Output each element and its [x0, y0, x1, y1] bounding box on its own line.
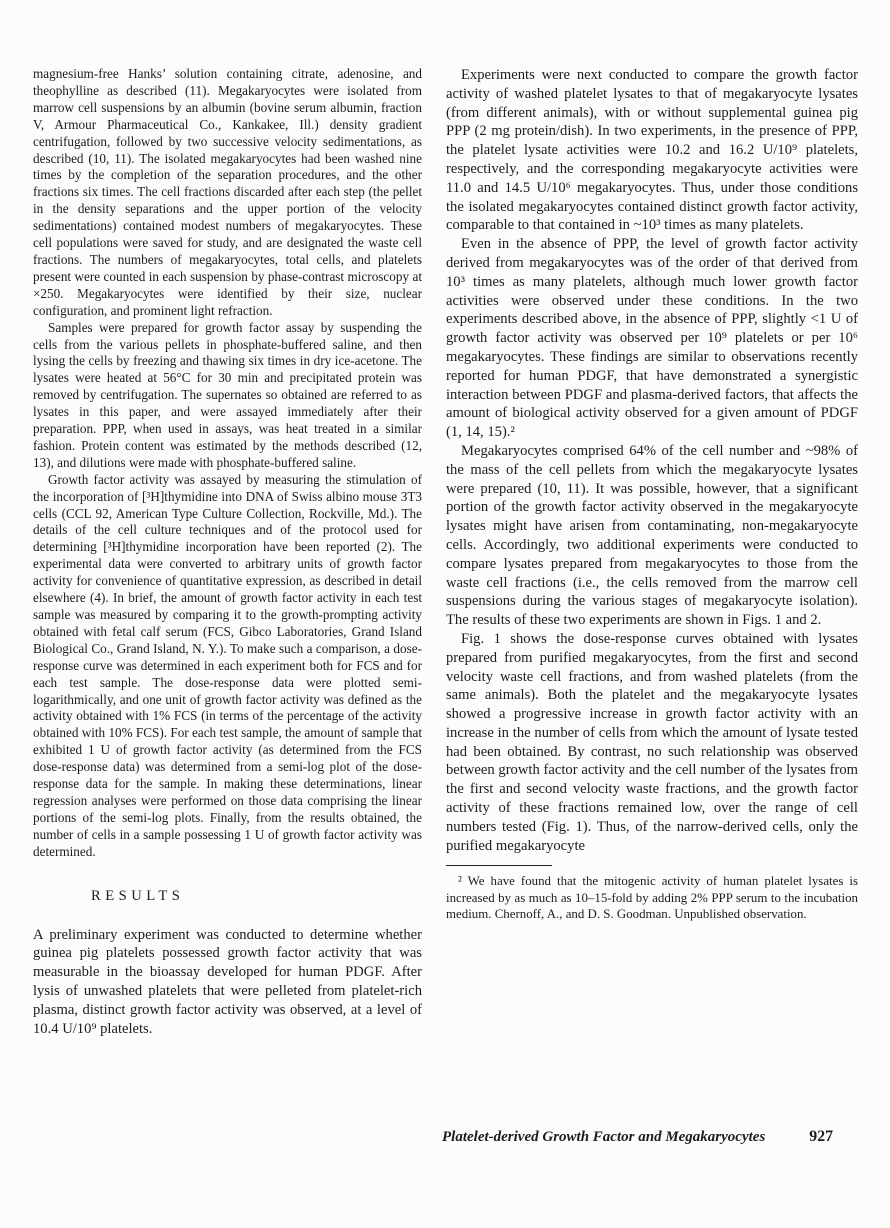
- right-column: [446, 66, 858, 1038]
- footnote: [446, 865, 858, 922]
- page-number: 927: [809, 1128, 833, 1145]
- two-column-layout: [33, 66, 858, 1038]
- methods-paragraph-2: Samples were prepared for growth factor assay by suspending the cells from the various pellets in phosphate-buffered saline, and then lysing the cells by freezing and thawing six times in dry ice-acetone. The lysates were heated at 56°C for 30 min and precipitated protein was removed by centrifugation. The supernates so obtained are referred to as lysates in this paper, and were assayed immediately after their preparation. PPP, when used in assays, was heat treated in a similar fashion. Protein content was estimated by the methods described (12, 13), and dilutions were made with phosphate-buffered saline.: [33, 319, 422, 470]
- footnote-text: ² We have found that the mitogenic activity of human platelet lysates is increased by as much as 10–15-fold by adding 2% PPP serum to the incubation medium. Chernoff, A., and D. S. Goodman. Unpublished observation.: [446, 874, 858, 922]
- footnote-divider: [446, 865, 552, 866]
- left-column: [33, 66, 422, 1038]
- results-paragraph-5: Fig. 1 shows the dose-response curves obtained with lysates prepared from purified megakaryocytes, from the first and second velocity waste cell fractions, and from washed platelets (from the same animals). Both the platelet and the megakaryocyte lysates showed a progressive increase in growth factor activity with an increase in the number of cells from which the amount of lysate tested had been obtained. By contrast, no such relationship was observed between growth factor activity and the cell number of the lysates from the first and second velocity waste fractions, and the growth factor activity of these fractions remained low, over the range of cell numbers tested (Fig. 1). Thus, of the narrow-derived cells, only the purified megakaryocyte: [446, 630, 858, 854]
- results-paragraph-3: Even in the absence of PPP, the level of growth factor activity derived from megakaryocytes was of the order of that derived from 10³ times as many platelets, although much lower growth factor activities were observed under these conditions. In the two experiments described above, in the absence of PPP, slightly <1 U of growth factor activity was observed per 10⁹ platelets or per 10⁶ megakaryocytes. These findings are similar to observations recently reported for human PDGF, that have demonstrated a synergistic interaction between PDGF and plasma-derived factors, that affects the amount of biological activity observed for a given amount of PDGF (1, 14, 15).²: [446, 236, 858, 441]
- methods-paragraph-1: magnesium-free Hanks’ solution containing citrate, adenosine, and theophylline as described (11). Megakaryocytes were isolated from marrow cell suspensions by an albumin (bovine serum albumin, fraction V, Armour Pharmaceutical Co., Kankakee, Ill.) density gradient centrifugation, followed by two successive velocity sedimentations, as described (10, 11). The isolated megakaryocytes had been washed nine times by the completion of the separation procedures, and the other fractions six times. The cell fractions discarded after each step (the pellet in the density separations and the upper portion of the velocity sedimentations) contained modest numbers of megakaryocytes. These cell populations were saved for study, and are designated the waste cell fractions. The numbers of megakaryocytes, total cells, and platelets present were counted in each suspension by phase-contrast microscopy at ×250. Megakaryocytes were identified by their size, nuclear configuration, and prominent light refraction.: [33, 66, 422, 318]
- results-paragraph-4: Megakaryocytes comprised 64% of the cell number and ~98% of the mass of the cell pellets from which the megakaryocyte lysates were prepared (10, 11). It was possible, however, that a significant portion of the growth factor activity observed in the megakaryocyte lysates might have arisen from contaminating, non-megakaryocyte cells. Accordingly, two additional experiments were conducted to compare lysates prepared from megakaryocytes to those from the waste cell fractions (i.e., the cells removed from the marrow cell suspensions during the various stages of megakaryocyte isolation). The results of these two experiments are shown in Figs. 1 and 2.: [446, 442, 858, 629]
- results-paragraph-1: A preliminary experiment was conducted to determine whether guinea pig platelets possessed growth factor activity that was measurable in the bioassay developed for human PDGF. After lysis of unwashed platelets that were pelleted from platelet-rich plasma, distinct growth factor activity was observed, at a level of 10.4 U/10⁹ platelets.: [33, 926, 422, 1037]
- results-paragraph-2: Experiments were next conducted to compare the growth factor activity of washed platelet lysates to that of megakaryocyte lysates (from different animals), with or without supplemental guinea pig PPP (2 mg protein/dish). In two experiments, in the presence of PPP, the platelet lysate activities were 10.2 and 16.2 U/10⁹ platelets, respectively, and the corresponding megakaryocyte activities were 11.0 and 14.5 U/10⁶ megakaryocytes. Thus, under those conditions the isolated megakaryocytes contained distinct growth factor activity, comparable to that contained in ~10³ times as many platelets.: [446, 67, 858, 234]
- page-footer: [0, 1128, 890, 1146]
- running-title: Platelet-derived Growth Factor and Megakaryocytes: [442, 1129, 766, 1145]
- methods-paragraph-3: Growth factor activity was assayed by measuring the stimulation of the incorporation of [³H]thymidine into DNA of Swiss albino mouse 3T3 cells (CCL 92, American Type Culture Collection, Rockville, Md.). The details of the cell culture techniques and of the protocol used for determining [³H]thymidine incorporation have been reported (2). The experimental data were converted to arbitrary units of growth factor activity for convenience of quantitative expression, as described in detail elsewhere (4). In brief, the amount of growth factor activity in each test sample was measured by comparing it to the growth-prompting activity obtained with fetal calf serum (FCS, Gibco Laboratories, Grand Island Biological Co., Grand Island, N. Y.). To make such a comparison, a dose-response curve was determined in each experiment both for FCS and for each test sample. The dose-response data were plotted semi-logarithmically, and one unit of growth factor activity was defined as the activity obtained with 1% FCS (in terms of the percentage of the activity obtained with 10% FCS). For each test sample, the amount of sample that exhibited 1 U of growth factor activity (as determined from the FCS dose-response data) was determined from a semi-log plot of the dose-response data for the sample. In making these determinations, linear regression analyses were performed on those data comprising the linear portions of the semi-log plots. Finally, from the results obtained, the number of cells in a sample possessing 1 U of growth factor activity was determined.: [33, 471, 422, 859]
- results-heading: RESULTS: [91, 887, 185, 904]
